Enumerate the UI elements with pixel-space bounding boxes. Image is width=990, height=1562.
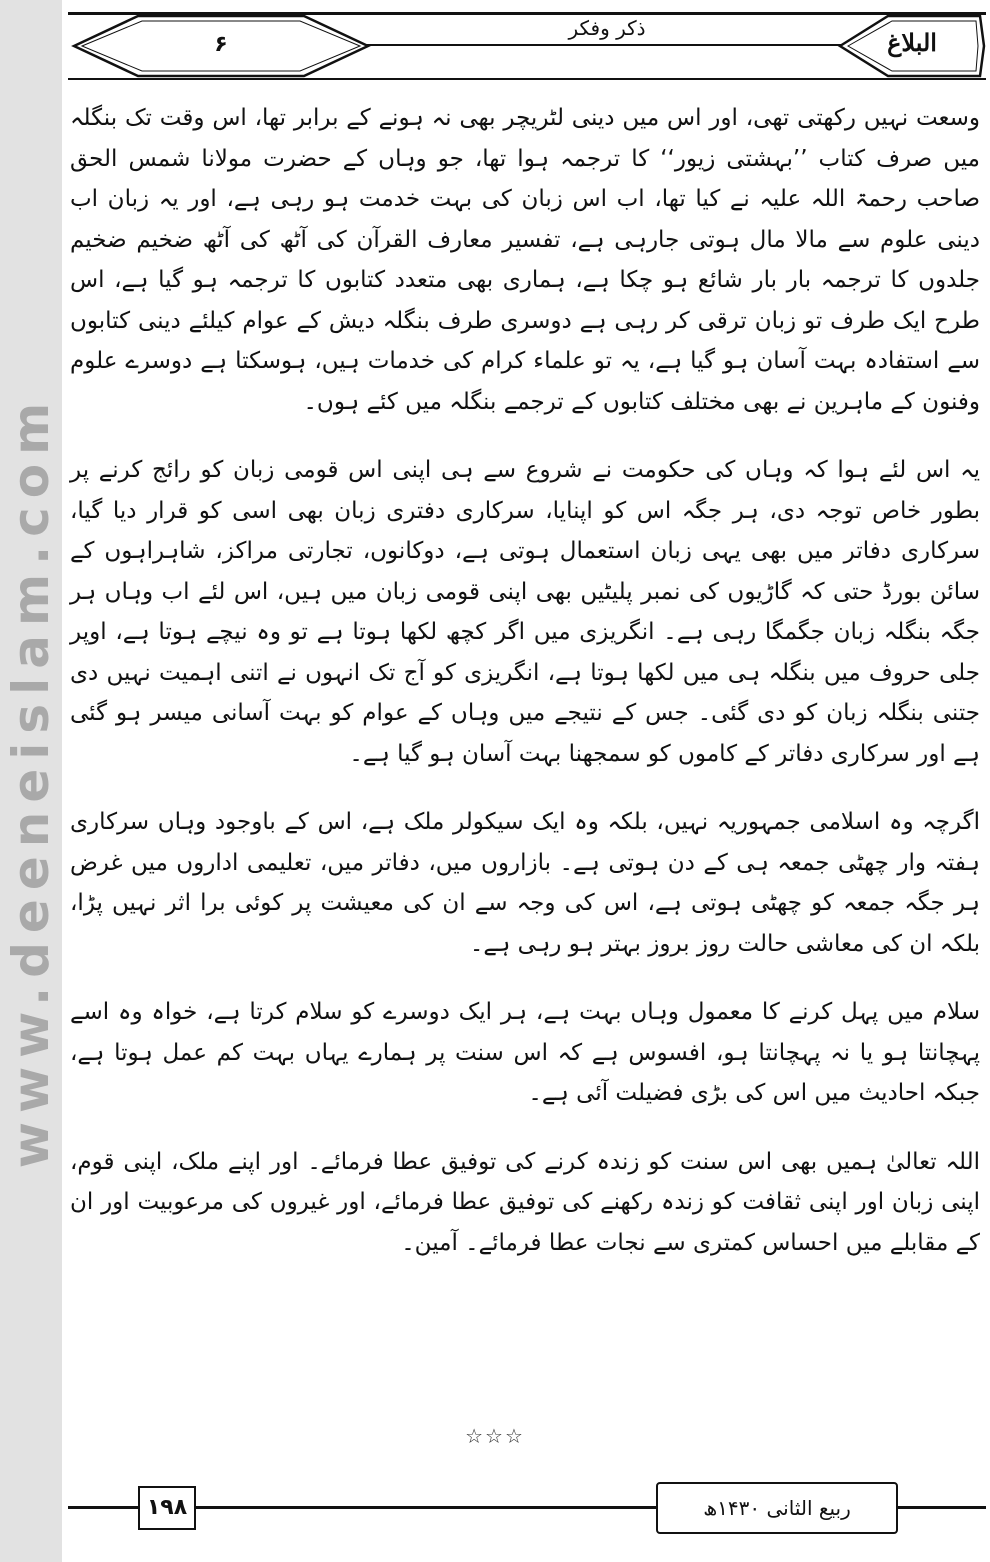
section-title: ذکر وفکر [368, 16, 846, 40]
article-body [70, 98, 980, 1398]
page-header [68, 12, 986, 80]
watermark-text: www.deeneislam.com [2, 393, 60, 1169]
magazine-logo: البلاغ [887, 28, 937, 57]
header-page-number: ۶ [214, 32, 228, 57]
watermark-strip [0, 0, 62, 1562]
paragraph-1: وسعت نہیں رکھتی تھی، اور اس میں دینی لٹریچر بھی نہ ہونے کے برابر تھا، اس وقت تک بنگلہ میں صرف کتاب ’’بہشتی زیور‘‘ کا ترجمہ ہوا تھا، جو وہاں کے حضرت مولانا شمس الحق صاحب رحمۃ اللہ علیہ نے کیا تھا، اب اس زبان کی بہت خدمت ہو رہی ہے، اور یہ زبان اب دینی علوم سے مالا مال ہوتی جارہی ہے، تفسیر معارف القرآن کی آٹھ کی آٹھ ضخیم ضخیم جلدوں کا ترجمہ بار بار شائع ہو چکا ہے، ہماری بھی متعدد کتابوں کا ترجمہ ہو گیا ہے، اس طرح ایک طرف تو زبان ترقی کر رہی ہے دوسری طرف بنگلہ دیش کے عوام کیلئے دینی کتابوں سے استفادہ بہت آسان ہو گیا ہے، یہ تو علماء کرام کی خدمات ہیں، ہوسکتا ہے دوسرے علوم وفنون کے ماہرین نے بھی مختلف کتابوں کے ترجمے بنگلہ میں کئے ہوں۔ [70, 105, 980, 415]
paragraph-3: اگرچہ وہ اسلامی جمہوریہ نہیں، بلکہ وہ ایک سیکولر ملک ہے، اس کے باوجود وہاں سرکاری ہفتہ وار چھٹی جمعہ ہی کے دن ہوتی ہے۔ بازاروں میں، دفاتر میں، تعلیمی اداروں میں غرض ہر جگہ جمعہ کو چھٹی ہوتی ہے، اس کی وجہ سے ان کی معیشت پر کوئی برا اثر نہیں پڑا، بلکہ ان کی معاشی حالت روز بروز بہتر ہو رہی ہے۔ [70, 809, 980, 957]
paragraph-5: اللہ تعالیٰ ہمیں بھی اس سنت کو زندہ کرنے کی توفیق عطا فرمائے۔ اور اپنے ملک، اپنی قوم، اپنی زبان اور اپنی ثقافت کو زندہ رکھنے کی توفیق عطا فرمائے، اور غیروں کی مرعوبیت اور ان کے مقابلے میں احساس کمتری سے نجات عطا فرمائے۔ آمین۔ [70, 1148, 980, 1256]
footer-issue-date: ربیع الثانی ۱۴۳۰ھ [656, 1482, 898, 1534]
section-separator: ☆☆☆ [465, 1424, 525, 1448]
paragraph-2: یہ اس لئے ہوا کہ وہاں کی حکومت نے شروع سے ہی اپنی اس قومی زبان کو رائج کرنے پر بطور خاص توجہ دی، ہر جگہ اس کو اپنایا، سرکاری دفتری زبان بھی اسی کو قرار دیا گیا، سرکاری دفاتر میں بھی یہی زبان استعمال ہوتی ہے، دوکانوں، تجارتی مراکز، شاہراہوں کے سائن بورڈ حتی کہ گاڑیوں کی نمبر پلیٹیں بھی اپنی قومی زبان میں ہیں، اس لئے اب وہاں ہر جگہ بنگلہ زبان جگمگا رہی ہے۔ انگریزی میں اگر کچھ لکھا ہوتا ہے تو وہ نیچے ہوتا ہے، اوپر جلی حروف میں بنگلہ ہی میں لکھا ہوتا ہے، انگریزی کو آج تک انہوں نے اتنی اہمیت نہیں دی جتنی بنگلہ زبان کو دی گئی۔ جس کے نتیجے میں وہاں کے عوام کو بہت آسانی میسر ہو گئی ہے اور سرکاری دفاتر کے کاموں کو سمجھنا بہت آسان ہو گیا ہے۔ [70, 457, 980, 767]
page-footer [68, 1480, 986, 1542]
footer-page-number: ۱۹۸ [138, 1486, 196, 1530]
paragraph-4: سلام میں پہل کرنے کا معمول وہاں بہت ہے، ہر ایک دوسرے کو سلام کرتا ہے، خواہ وہ اسے پہچانتا ہو یا نہ پہچانتا ہو، افسوس ہے کہ اس سنت پر ہمارے یہاں بہت کم عمل ہوتا ہے، جبکہ احادیث میں اس کی بڑی فضیلت آئی ہے۔ [70, 999, 980, 1106]
